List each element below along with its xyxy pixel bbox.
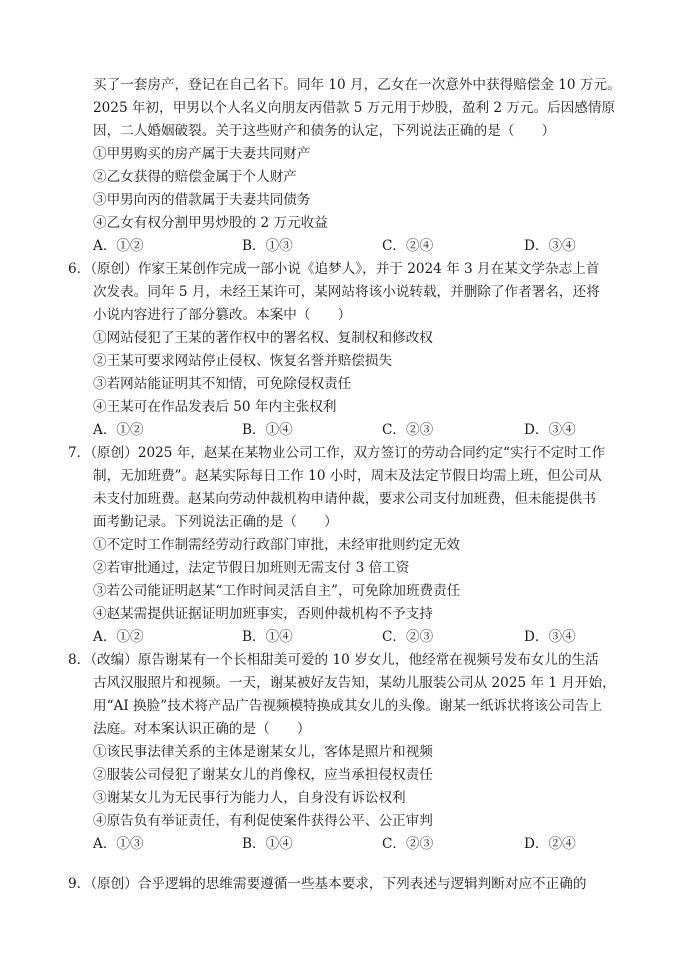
q7-text-line: 未支付加班费。赵某向劳动仲裁机构申请仲裁，要求公司支付加班费，但未能提供书: [93, 491, 596, 507]
q5-option-c: C．②④: [382, 238, 434, 254]
q5-text-line: 2025 年初，甲男以个人名义向朋友丙借款 5 万元用于炒股，盈利 2 万元。后因感情原: [93, 100, 616, 116]
q6-statement-1: ①网站侵犯了王某的著作权中的署名权、复制权和修改权: [93, 330, 433, 346]
q9-heading: 9．（原创）合乎逻辑的思维需要遵循一些基本要求，下列表述与逻辑判断对应不正确的: [68, 876, 587, 892]
q7-text-line: 制，无加班费”。赵某实际每日工作 10 小时，周末及法定节假日均需上班，但公司从: [93, 468, 602, 484]
q7-option-d: D．③④: [524, 629, 576, 645]
q8-option-d: D．②④: [524, 836, 576, 852]
q8-statement-4: ④原告负有举证责任，有利促使案件获得公平、公正审判: [93, 813, 433, 829]
q7-statement-3: ③若公司能证明赵某“工作时间灵活自主”，可免除加班费责任: [93, 583, 461, 599]
q6-statement-3: ③若网站能证明其不知情，可免除侵权责任: [93, 376, 352, 392]
q6-statement-4: ④王某可在作品发表后 50 年内主张权利: [93, 399, 337, 415]
q5-option-d: D．③④: [524, 238, 576, 254]
q8-text-line: 用“AI 换脸”技术将产品广告视频模特换成其女儿的头像。谢某一纸诉状将该公司告上: [93, 698, 603, 714]
q6-option-c: C．②③: [382, 422, 434, 438]
q5-option-b: B．①③: [242, 238, 293, 254]
q5-statement-2: ②乙女获得的赔偿金属于个人财产: [93, 169, 297, 185]
q8-heading: 8．（改编）原告谢某有一个长相甜美可爱的 10 岁女儿，他经常在视频号发布女儿的生活: [68, 652, 599, 668]
q5-text-line: 因，二人婚姻破裂。关于这些财产和债务的认定，下列说法正确的是（ ）: [93, 123, 556, 139]
q6-option-b: B．①④: [242, 422, 293, 438]
q7-text-line: 面考勤记录。下列说法正确的是（ ）: [93, 514, 338, 530]
q5-statement-1: ①甲男购买的房产属于夫妻共同财产: [93, 146, 311, 162]
q5-statement-4: ④乙女有权分割甲男炒股的 2 万元收益: [93, 215, 328, 231]
q6-option-a: A．①②: [93, 422, 144, 438]
q7-heading: 7．（原创）2025 年，赵某在某物业公司工作，双方签订的劳动合同约定“实行不定时工作: [68, 445, 606, 461]
q8-text-line: 古风汉服照片和视频。一天，谢某被好友告知，某幼儿服装公司从 2025 年 1 月开始，: [93, 675, 616, 691]
q8-statement-1: ①该民事法律关系的主体是谢某女儿，客体是照片和视频: [93, 744, 433, 760]
q8-statement-2: ②服装公司侵犯了谢某女儿的肖像权，应当承担侵权责任: [93, 767, 433, 783]
q6-statement-2: ②王某可要求网站停止侵权、恢复名誉并赔偿损失: [93, 353, 393, 369]
q7-option-a: A．①②: [93, 629, 144, 645]
q7-statement-1: ①不定时工作制需经劳动行政部门审批，未经审批则约定无效: [93, 537, 461, 553]
q8-option-c: C．②③: [382, 836, 434, 852]
q5-option-a: A．①②: [93, 238, 144, 254]
q5-text-line: 买了一套房产，登记在自己名下。同年 10 月，乙女在一次意外中获得赔偿金 10 万元。: [93, 77, 621, 93]
q6-option-d: D．③④: [524, 422, 576, 438]
q6-heading: 6．（原创）作家王某创作完成一部小说《追梦人》，并于 2024 年 3 月在某文学杂志上首: [68, 261, 600, 277]
q7-statement-4: ④赵某需提供证据证明加班事实，否则仲裁机构不予支持: [93, 606, 433, 622]
q5-statement-3: ③甲男向丙的借款属于夫妻共同债务: [93, 192, 311, 208]
q7-option-c: C．②③: [382, 629, 434, 645]
q8-text-line: 法庭。对本案认识正确的是（ ）: [93, 721, 311, 737]
q6-text-line: 小说内容进行了部分篡改。本案中（ ）: [93, 307, 352, 323]
q8-option-a: A．①③: [93, 836, 144, 852]
q8-statement-3: ③谢某女儿为无民事行为能力人，自身没有诉讼权利: [93, 790, 406, 806]
q7-option-b: B．①④: [242, 629, 293, 645]
q7-statement-2: ②若审批通过，法定节假日加班则无需支付 3 倍工资: [93, 560, 410, 576]
q8-option-b: B．①④: [242, 836, 293, 852]
q6-text-line: 次发表。同年 5 月，未经王某许可，某网站将该小说转载，并删除了作者署名，还将: [93, 284, 600, 300]
